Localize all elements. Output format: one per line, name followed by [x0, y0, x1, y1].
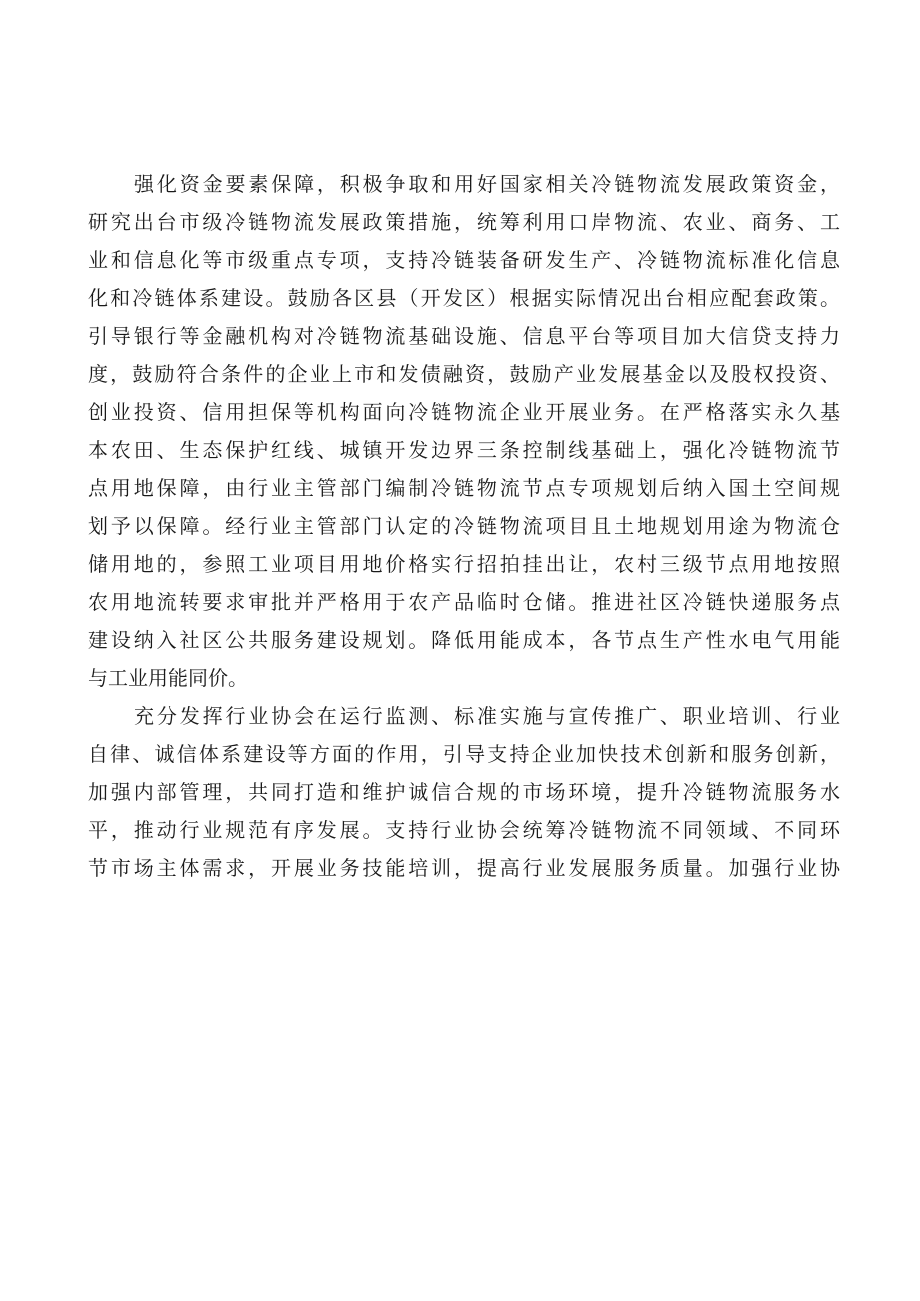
paragraph-line: 点用地保障，由行业主管部门编制冷链物流节点专项规划后纳入国土空间规: [88, 476, 840, 500]
paragraph-line: 储用地的，参照工业项目用地价格实行招拍挂出让，农村三级节点用地按照: [88, 552, 840, 576]
paragraph-line: 创业投资、信用担保等机构面向冷链物流企业开展业务。在严格落实永久基: [88, 400, 840, 424]
paragraph-line: 建设纳入社区公共服务建设规划。降低用能成本，各节点生产性水电气用能: [88, 628, 840, 652]
paragraph-line: 业和信息化等市级重点专项，支持冷链装备研发生产、冷链物流标准化信息: [88, 248, 840, 272]
paragraph-line: 平，推动行业规范有序发展。支持行业协会统筹冷链物流不同领域、不同环: [88, 818, 840, 842]
paragraph-line: 研究出台市级冷链物流发展政策措施，统筹利用口岸物流、农业、商务、工: [88, 210, 840, 234]
paragraph-line: 充分发挥行业协会在运行监测、标准实施与宣传推广、职业培训、行业: [134, 704, 840, 728]
paragraph-line: 加强内部管理，共同打造和维护诚信合规的市场环境，提升冷链物流服务水: [88, 780, 840, 804]
paragraph-industry-association: [88, 697, 840, 887]
paragraph-line: 划予以保障。经行业主管部门认定的冷链物流项目且土地规划用途为物流仓: [88, 514, 840, 538]
paragraph-line: 化和冷链体系建设。鼓励各区县（开发区）根据实际情况出台相应配套政策。: [88, 286, 840, 310]
paragraph-line: 自律、诚信体系建设等方面的作用，引导支持企业加快技术创新和服务创新，: [88, 742, 840, 766]
paragraph-line: 农用地流转要求审批并严格用于农产品临时仓储。推进社区冷链快递服务点: [88, 590, 840, 614]
paragraph-line: 引导银行等金融机构对冷链物流基础设施、信息平台等项目加大信贷支持力: [88, 324, 840, 348]
paragraph-line: 节市场主体需求，开展业务技能培训，提高行业发展服务质量。加强行业协: [88, 856, 840, 880]
paragraph-line: 强化资金要素保障，积极争取和用好国家相关冷链物流发展政策资金，: [134, 172, 840, 196]
paragraph-line: 度，鼓励符合条件的企业上市和发债融资，鼓励产业发展基金以及股权投资、: [88, 362, 840, 386]
paragraph-funding: [88, 165, 840, 697]
document-body: [88, 165, 840, 887]
paragraph-line: 本农田、生态保护红线、城镇开发边界三条控制线基础上，强化冷链物流节: [88, 438, 840, 462]
paragraph-line: 与工业用能同价。: [88, 666, 248, 690]
